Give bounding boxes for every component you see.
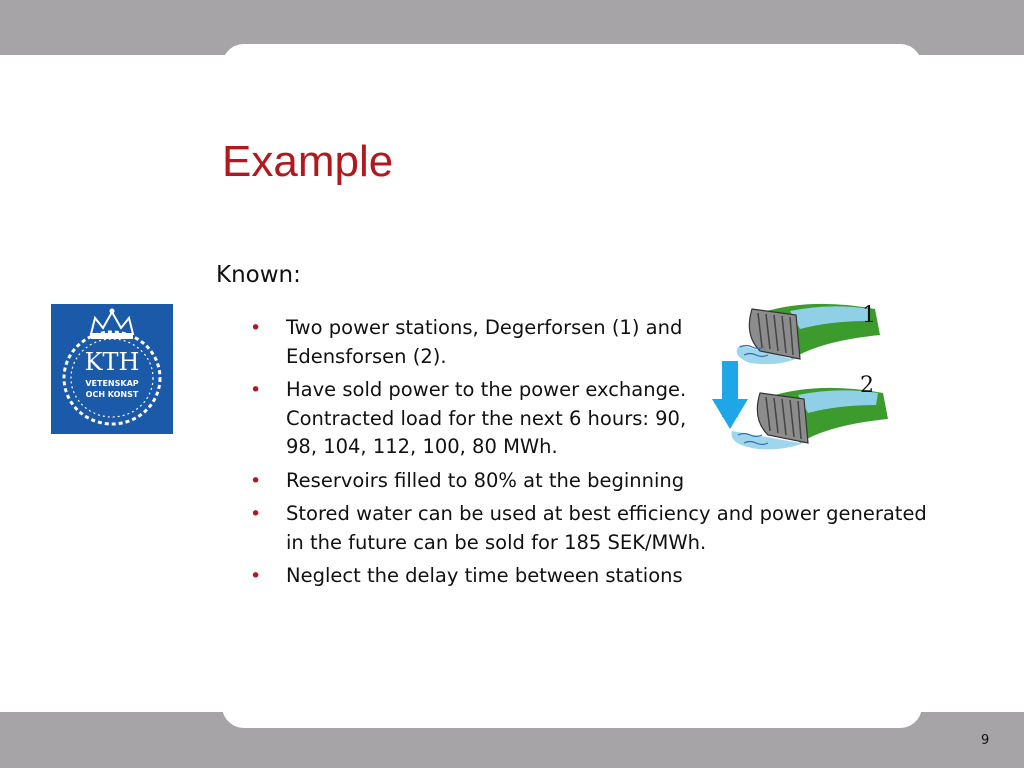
- bullet-text: Stored water can be used at best efficiency and power generated in the future can be sold for 185 SEK/MWh.: [286, 502, 927, 554]
- bullet-text: Two power stations, Degerforsen (1) and Edensforsen (2).: [286, 316, 683, 368]
- list-item: [248, 562, 928, 591]
- bullet-icon: •: [250, 469, 262, 492]
- station-2-label: 2: [860, 373, 874, 398]
- slide-title: Example: [222, 137, 394, 186]
- bullet-text: Neglect the delay time between stations: [286, 564, 683, 587]
- dam-1-icon: [737, 304, 880, 364]
- logo-kth-text: KTH: [84, 348, 140, 376]
- hydro-cascade-diagram: [700, 295, 900, 460]
- logo-line3-text: OCH KONST: [85, 390, 139, 399]
- page-number: 9: [981, 733, 990, 748]
- known-heading: Known:: [216, 262, 301, 288]
- flow-arrow-icon: [712, 361, 748, 429]
- bullet-icon: •: [250, 379, 262, 401]
- bullet-icon: •: [250, 503, 262, 525]
- list-item: [248, 500, 928, 557]
- logo-line2-text: VETENSKAP: [85, 379, 139, 388]
- bullet-text: Reservoirs filled to 80% at the beginning: [286, 468, 685, 492]
- bullet-text: Have sold power to the power exchange. Contracted load for the next 6 hours: 90, 98, 104, 112, 100, 80 MWh.: [286, 378, 687, 458]
- station-1-label: 1: [862, 303, 876, 328]
- list-item: [248, 314, 706, 371]
- bullet-icon: •: [250, 565, 262, 587]
- bullet-icon: •: [250, 317, 262, 339]
- kth-logo: [51, 304, 173, 434]
- list-item: [248, 467, 928, 496]
- list-item: [248, 376, 706, 462]
- kth-emblem-icon: [51, 304, 173, 434]
